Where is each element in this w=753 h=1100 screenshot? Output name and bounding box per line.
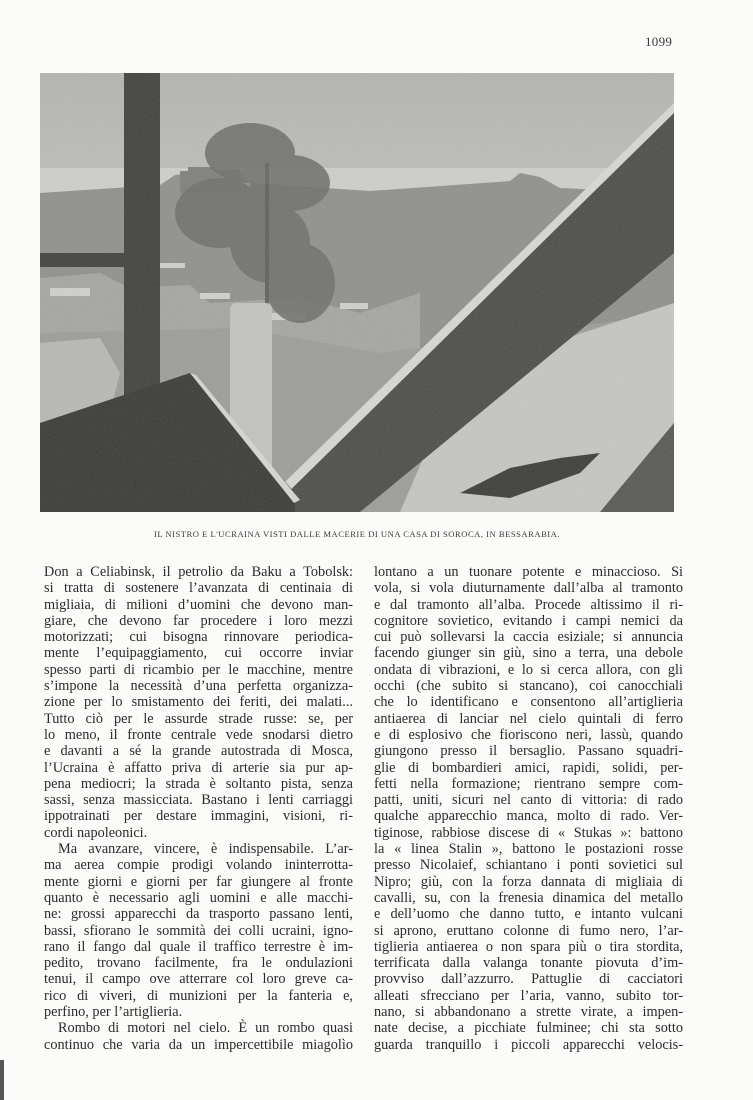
text-line: provviso dall’azzurro. Pattuglie di cacciatori [374, 971, 683, 988]
text-line: glie di bombardieri amici, rapidi, solidi, per- [374, 759, 683, 776]
text-line: pena mediocri; la strada è soltanto pista, senza [44, 775, 353, 792]
text-line: presso Nicolaief, schiantano i ponti sovietici sul [374, 857, 683, 874]
text-line: ondata di vibrazioni, e lo si cerca allora, con gli [374, 661, 683, 678]
text-column-right [374, 564, 683, 1053]
text-line: cordi napoleonici. [44, 824, 148, 841]
text-line: nate decise, a picchiate fulminee; chi sta sotto [374, 1020, 683, 1037]
text-line: la « linea Stalin », battono le postazioni rosse [374, 841, 683, 858]
text-line: tenui, il campo ove atterrare col loro greve ca- [44, 971, 353, 988]
text-line: pedito, trovano facilmente, fra le ondulazioni [44, 955, 353, 972]
text-line: quanto è necessario agli uomini e alle macchi- [44, 889, 353, 906]
text-line: si aprono, eruttano colonne di fumo nero, l’ar- [374, 922, 683, 939]
text-line: rico di viveri, di munizioni per la fanteria e, [44, 987, 353, 1004]
text-line: qualche apparecchio manca, molto di rado. Ver- [374, 808, 683, 825]
text-line: cavalli, su, con la frenesia dinamica del metallo [374, 889, 683, 906]
text-line: cognitore sovietico, evitando i campi nemici da [374, 612, 683, 629]
text-line: e dal tramonto all’alba. Procede altissimo il ri- [374, 596, 683, 613]
text-line: mente giorni e giorni per far giungere al fronte [44, 873, 353, 890]
text-line: ne: grossi apparecchi da trasporto passano lenti, [44, 906, 353, 923]
text-line: migliaia, di milioni d’uomini che devono man- [44, 596, 353, 613]
text-line: alleati sfrecciano per l’aria, vanno, subito tor- [374, 987, 683, 1004]
text-line: sassi, senza massicciata. Bastano i lenti carriaggi [44, 792, 353, 809]
text-line: Ma avanzare, vincere, è indispensabile. L’ar- [58, 841, 353, 858]
text-line: perfino, per l’artiglieria. [44, 1004, 183, 1021]
text-line: Rombo di motori nel cielo. È un rombo quasi [58, 1020, 353, 1037]
text-line: lo meno, il fronte centrale vede snodarsi dietro [44, 726, 353, 743]
text-line: guarda tranquillo i piccoli apparecchi velocis- [374, 1036, 683, 1053]
text-line: si tratta di sostenere l’avanzata di centinaia di [44, 580, 353, 597]
text-line: Don a Celiabinsk, il petrolio da Baku a Tobolsk: [44, 564, 353, 580]
text-line: cui può sollevarsi la caccia esiziale; si annuncia [374, 629, 683, 646]
text-line: e di esplosivo che fioriscono neri, lassù, quando [374, 726, 683, 743]
text-column-left [44, 564, 353, 1053]
text-line: ippotrainati per destare immagini, visioni, ri- [44, 808, 353, 825]
photograph [40, 73, 674, 512]
text-line: l’Ucraina è affatto priva di arterie sia pur ap- [44, 759, 353, 776]
text-line: e davanti a sé la grande autostrada di Mosca, [44, 743, 353, 760]
text-line: facendo giunger sin giù, sino a terra, una debole [374, 645, 683, 662]
text-line: giungono presso il bersaglio. Passano squadri- [374, 743, 683, 760]
text-line: occhi (che subito si stancano), coi canocchiali [374, 678, 683, 695]
text-line: Nipro; giù, con la forza dannata di migliaia di [374, 873, 683, 890]
text-line: terrificata dalla valanga tonante piovuta d’im- [374, 955, 683, 972]
text-line: spesso parti di ricambio per le macchine, mentre [44, 661, 353, 678]
text-line: s’impone la necessità d’una perfetta organizza- [44, 678, 353, 695]
text-line: rano il fango dal quale il traffico terrestre è im- [44, 938, 353, 955]
text-line: fetti nella formazione; rientrano sempre com- [374, 775, 683, 792]
text-line: mente l’equipaggiamento, cui occorre inviar [44, 645, 353, 662]
text-line: tiginose, rabbiose discese di « Stukas »: battono [374, 824, 683, 841]
photo-caption: IL NISTRO E L'UCRAINA VISTI DALLE MACERIE DI UNA CASA DI SOROCA, IN BESSARABIA. [153, 529, 561, 539]
text-line: giare, che devono far procedere i loro mezzi [44, 612, 353, 629]
text-line: zione per lo smistamento dei feriti, dei malati... [44, 694, 353, 711]
text-line: vola, si vola diuturnamente dall’alba al tramonto [374, 580, 683, 597]
page-number: 1099 [645, 34, 673, 49]
text-line: tiglieria antiaerea o non spara più o tira stordita, [374, 938, 683, 955]
text-line: che lo identificano e consentono all’artiglieria [374, 694, 683, 711]
text-line: lontano a un tuonare potente e minaccioso. Si [374, 564, 683, 580]
text-line: e dell’uomo che danno tutto, e intanto vulcani [374, 906, 683, 923]
text-line: nano, si abbandonano a strette virate, a impen- [374, 1004, 683, 1021]
text-line: continuo che varia da un impercettibile miagolìo [44, 1036, 353, 1053]
text-line: antiaerea di lanciar nel cielo quintali di ferro [374, 710, 683, 727]
scan-edge-mark [0, 1060, 4, 1100]
text-line: motorizzati; cui bisogna rinnovare periodica- [44, 629, 353, 646]
text-line: ma aerea compie prodigi volando ininterrotta- [44, 857, 353, 874]
text-line: bassi, sfiorano le sommità dei colli ucraini, igno- [44, 922, 353, 939]
text-line: Tutto ciò per le assurde strade russe: se, per [44, 710, 353, 727]
photo-illustration [40, 73, 674, 512]
text-line: patti, uniti, sicuri nel canto di vittoria: di rado [374, 792, 683, 809]
